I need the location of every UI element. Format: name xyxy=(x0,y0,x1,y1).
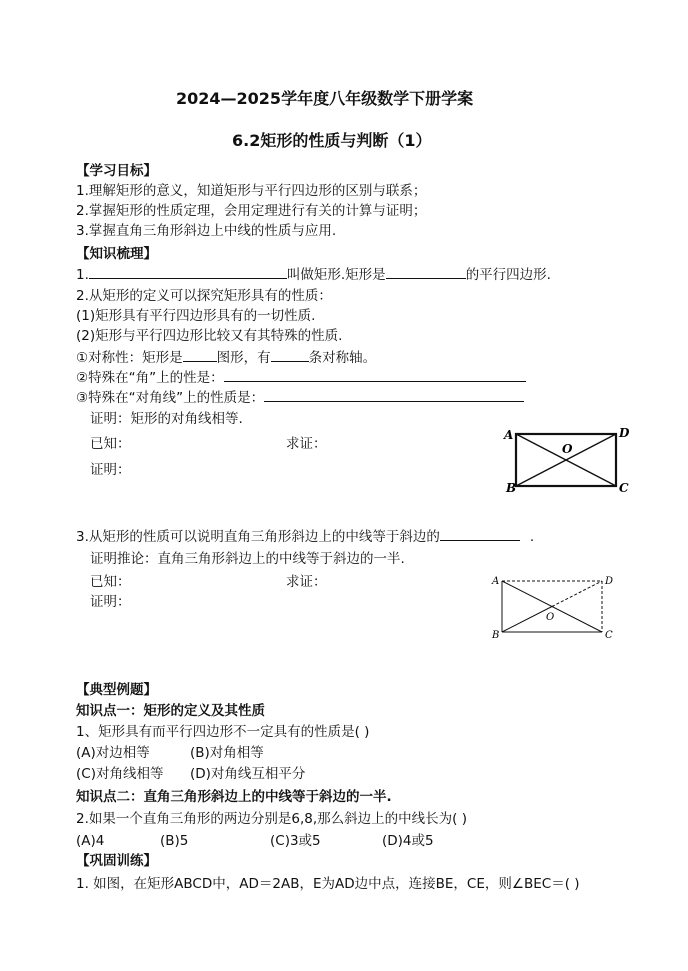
choice-option: (C)3或5 xyxy=(270,833,321,849)
property-1: (1)矩形具有平行四边形具有的一切性质. xyxy=(76,308,316,324)
example-2: 2.如果一个直角三角形的两边分别是6,8,那么斜边上的中线长为( ) xyxy=(76,811,467,827)
choice-option: (B)对角相等 xyxy=(190,745,264,761)
corollary-statement: 证明推论：直角三角形斜边上的中线等于斜边的一半. xyxy=(90,551,405,567)
property-2: (2)矩形与平行四边形比较又有其特殊的性质. xyxy=(76,328,343,344)
symmetry-line xyxy=(76,348,376,367)
page-title: 2024—2025学年度八年级数学下册学案 xyxy=(176,89,474,108)
lesson-subtitle: 6.2矩形的性质与判断（1） xyxy=(232,131,432,150)
angle-property-line xyxy=(76,368,526,387)
q1-mid: 叫做矩形.矩形是 xyxy=(286,267,386,283)
dashed-od xyxy=(552,581,602,607)
q1-prefix: 1. xyxy=(76,267,89,283)
q3-suffix: . xyxy=(529,529,535,545)
answer-blank[interactable] xyxy=(183,348,217,362)
prove-label: 求证： xyxy=(286,436,327,452)
symmetry-text: ①对称性：矩形是 xyxy=(76,350,183,366)
choice-option: (D)对角线互相平分 xyxy=(190,766,306,782)
q1-suffix: 的平行四边形. xyxy=(465,267,551,283)
vertex-label-d: D xyxy=(619,426,630,440)
goal-item: 1.理解矩形的意义，知道矩形与平行四边形的区别与联系； xyxy=(76,183,427,199)
answer-blank[interactable] xyxy=(264,388,524,402)
answer-blank[interactable] xyxy=(224,368,526,382)
center-label-o: O xyxy=(546,612,555,623)
goal-item: 2.掌握矩形的性质定理，会用定理进行有关的计算与证明； xyxy=(76,203,427,219)
vertex-label-d: D xyxy=(605,576,614,587)
center-label-o: O xyxy=(562,442,573,456)
choice-option: (B)5 xyxy=(160,833,189,849)
review-q1 xyxy=(76,265,551,284)
goal-item: 3.掌握直角三角形斜边上中线的性质与应用. xyxy=(76,223,337,239)
diagonal-property-text: ③特殊在“对角线”上的性质是： xyxy=(76,390,265,406)
vertex-label-a: A xyxy=(492,576,500,587)
symmetry-text: 图形，有 xyxy=(216,350,271,366)
known-label: 已知： xyxy=(90,574,131,590)
vertex-label-a: A xyxy=(504,428,514,442)
review-q2: 2.从矩形的定义可以探究矩形具有的性质： xyxy=(76,288,332,304)
answer-blank[interactable] xyxy=(271,348,309,362)
rectangle-figure-2 xyxy=(490,574,620,642)
knowledge-point-2: 知识点二：直角三角形斜边上的中线等于斜边的一半. xyxy=(76,789,392,805)
practice-heading: 【巩固训练】 xyxy=(76,853,157,869)
goals-heading: 【学习目标】 xyxy=(76,163,157,179)
proof-label: 证明： xyxy=(90,462,131,478)
review-heading: 【知识梳理】 xyxy=(76,246,157,262)
diagonal-property-line xyxy=(76,388,524,407)
proof-label: 证明： xyxy=(90,594,131,610)
angle-property-text: ②特殊在“角”上的性是： xyxy=(76,370,224,386)
vertex-label-b: B xyxy=(506,481,517,495)
q3-text: 3.从矩形的性质可以说明直角三角形斜边上的中线等于斜边的 xyxy=(76,529,440,545)
rectangle-figure-1 xyxy=(498,425,636,497)
choice-option: (A)对边相等 xyxy=(76,745,150,761)
known-label: 已知： xyxy=(90,436,131,452)
vertex-label-b: B xyxy=(492,630,500,641)
vertex-label-c: C xyxy=(605,630,613,641)
answer-blank[interactable] xyxy=(386,265,466,279)
example-1: 1、矩形具有而平行四边形不一定具有的性质是( ) xyxy=(76,724,370,740)
median-bo xyxy=(502,607,555,633)
choice-option: (C)对角线相等 xyxy=(76,766,164,782)
prove-label: 求证： xyxy=(286,574,327,590)
answer-blank[interactable] xyxy=(89,265,287,279)
practice-q1: 1. 如图，在矩形ABCD中，AD＝2AB，E为AD边中点，连接BE，CE，则∠BEC＝( ) xyxy=(76,876,580,892)
choice-option: (D)4或5 xyxy=(382,833,434,849)
vertex-label-c: C xyxy=(619,481,629,495)
choice-option: (A)4 xyxy=(76,833,105,849)
symmetry-text: 条对称轴。 xyxy=(308,350,377,366)
review-q3 xyxy=(76,527,534,546)
answer-blank[interactable] xyxy=(440,527,520,541)
proof-statement: 证明：矩形的对角线相等. xyxy=(90,411,243,427)
knowledge-point-1: 知识点一：矩形的定义及其性质 xyxy=(76,703,265,719)
examples-heading: 【典型例题】 xyxy=(76,682,157,698)
